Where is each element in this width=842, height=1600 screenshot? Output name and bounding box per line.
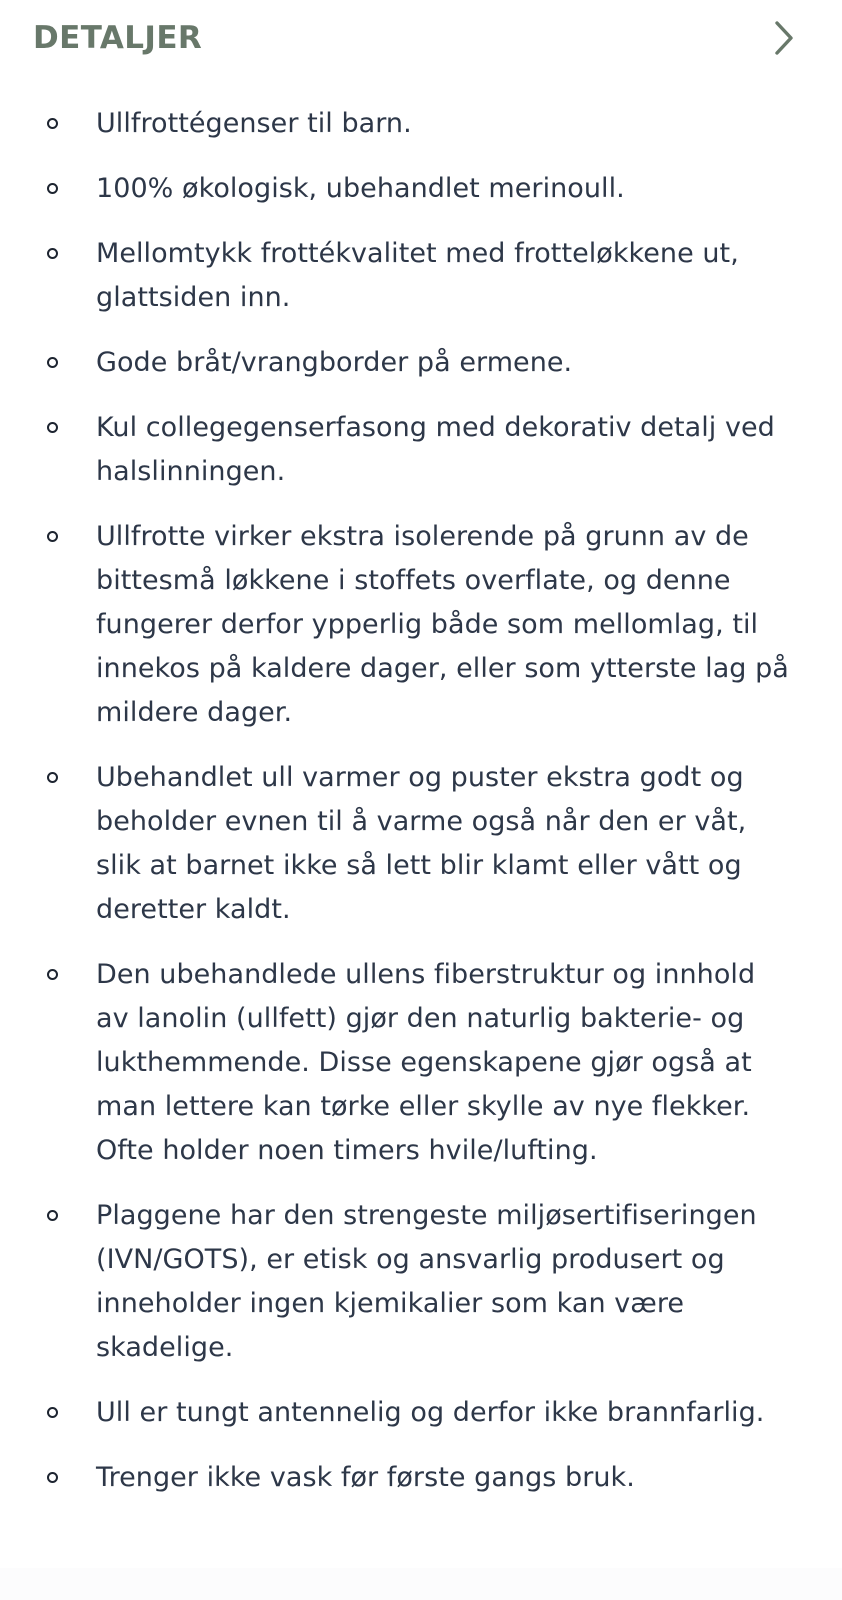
page-title: DETALJER xyxy=(33,19,203,56)
details-section-header[interactable] xyxy=(0,0,842,58)
list-item xyxy=(0,756,842,932)
bullet-circle-icon xyxy=(47,772,58,783)
list-item-text: Ubehandlet ull varmer og puster ekstra godt og beholder evnen til å varme også når den er våt, slik at barnet ikke så lett blir klamt eller vått og deretter kaldt. xyxy=(96,762,747,925)
list-item xyxy=(0,1391,842,1435)
list-item xyxy=(0,953,842,1173)
bullet-circle-icon xyxy=(47,118,58,129)
list-item-text: Mellomtykk frottékvalitet med frotteløkkene ut, glattsiden inn. xyxy=(96,238,739,313)
list-item xyxy=(0,232,842,320)
list-item xyxy=(0,406,842,494)
bullet-circle-icon xyxy=(47,1472,58,1483)
list-item-text: Kul collegegenserfasong med dekorativ detalj ved halslinningen. xyxy=(96,412,775,487)
list-item xyxy=(0,102,842,146)
list-item-text: Ull er tungt antennelig og derfor ikke brannfarlig. xyxy=(96,1397,765,1428)
bullet-circle-icon xyxy=(47,969,58,980)
details-list xyxy=(0,58,842,1500)
expand-section-button[interactable] xyxy=(762,16,806,60)
bullet-circle-icon xyxy=(47,248,58,259)
bullet-circle-icon xyxy=(47,1407,58,1418)
list-item-text: Ullfrottégenser til barn. xyxy=(96,108,412,139)
list-item xyxy=(0,515,842,735)
list-item xyxy=(0,341,842,385)
bullet-circle-icon xyxy=(47,183,58,194)
bullet-circle-icon xyxy=(47,357,58,368)
list-item xyxy=(0,167,842,211)
list-item xyxy=(0,1194,842,1370)
next-section-edge xyxy=(0,1568,842,1600)
chevron-right-icon xyxy=(771,18,797,58)
bullet-circle-icon xyxy=(47,1210,58,1221)
list-item-text: Ullfrotte virker ekstra isolerende på grunn av de bittesmå løkkene i stoffets overflate, og denne fungerer derfor ypperlig både som mellomlag, til innekos på kaldere dager, eller som ytterste lag på mildere dager. xyxy=(96,521,789,728)
list-item-text: Gode bråt/vrangborder på ermene. xyxy=(96,347,573,378)
list-item-text: Den ubehandlede ullens fiberstruktur og innhold av lanolin (ullfett) gjør den naturlig bakterie- og lukthemmende. Disse egenskapene gjør også at man lettere kan tørke eller skylle av nye flekker. Ofte holder noen timers hvile/lufting. xyxy=(96,959,756,1166)
list-item-text: Trenger ikke vask før første gangs bruk. xyxy=(96,1462,635,1493)
list-item xyxy=(0,1456,842,1500)
list-item-text: 100% økologisk, ubehandlet merinoull. xyxy=(96,173,625,204)
list-item-text: Plaggene har den strengeste miljøsertifiseringen (IVN/GOTS), er etisk og ansvarlig produsert og inneholder ingen kjemikalier som kan være skadelige. xyxy=(96,1200,757,1363)
bullet-circle-icon xyxy=(47,531,58,542)
bullet-circle-icon xyxy=(47,422,58,433)
